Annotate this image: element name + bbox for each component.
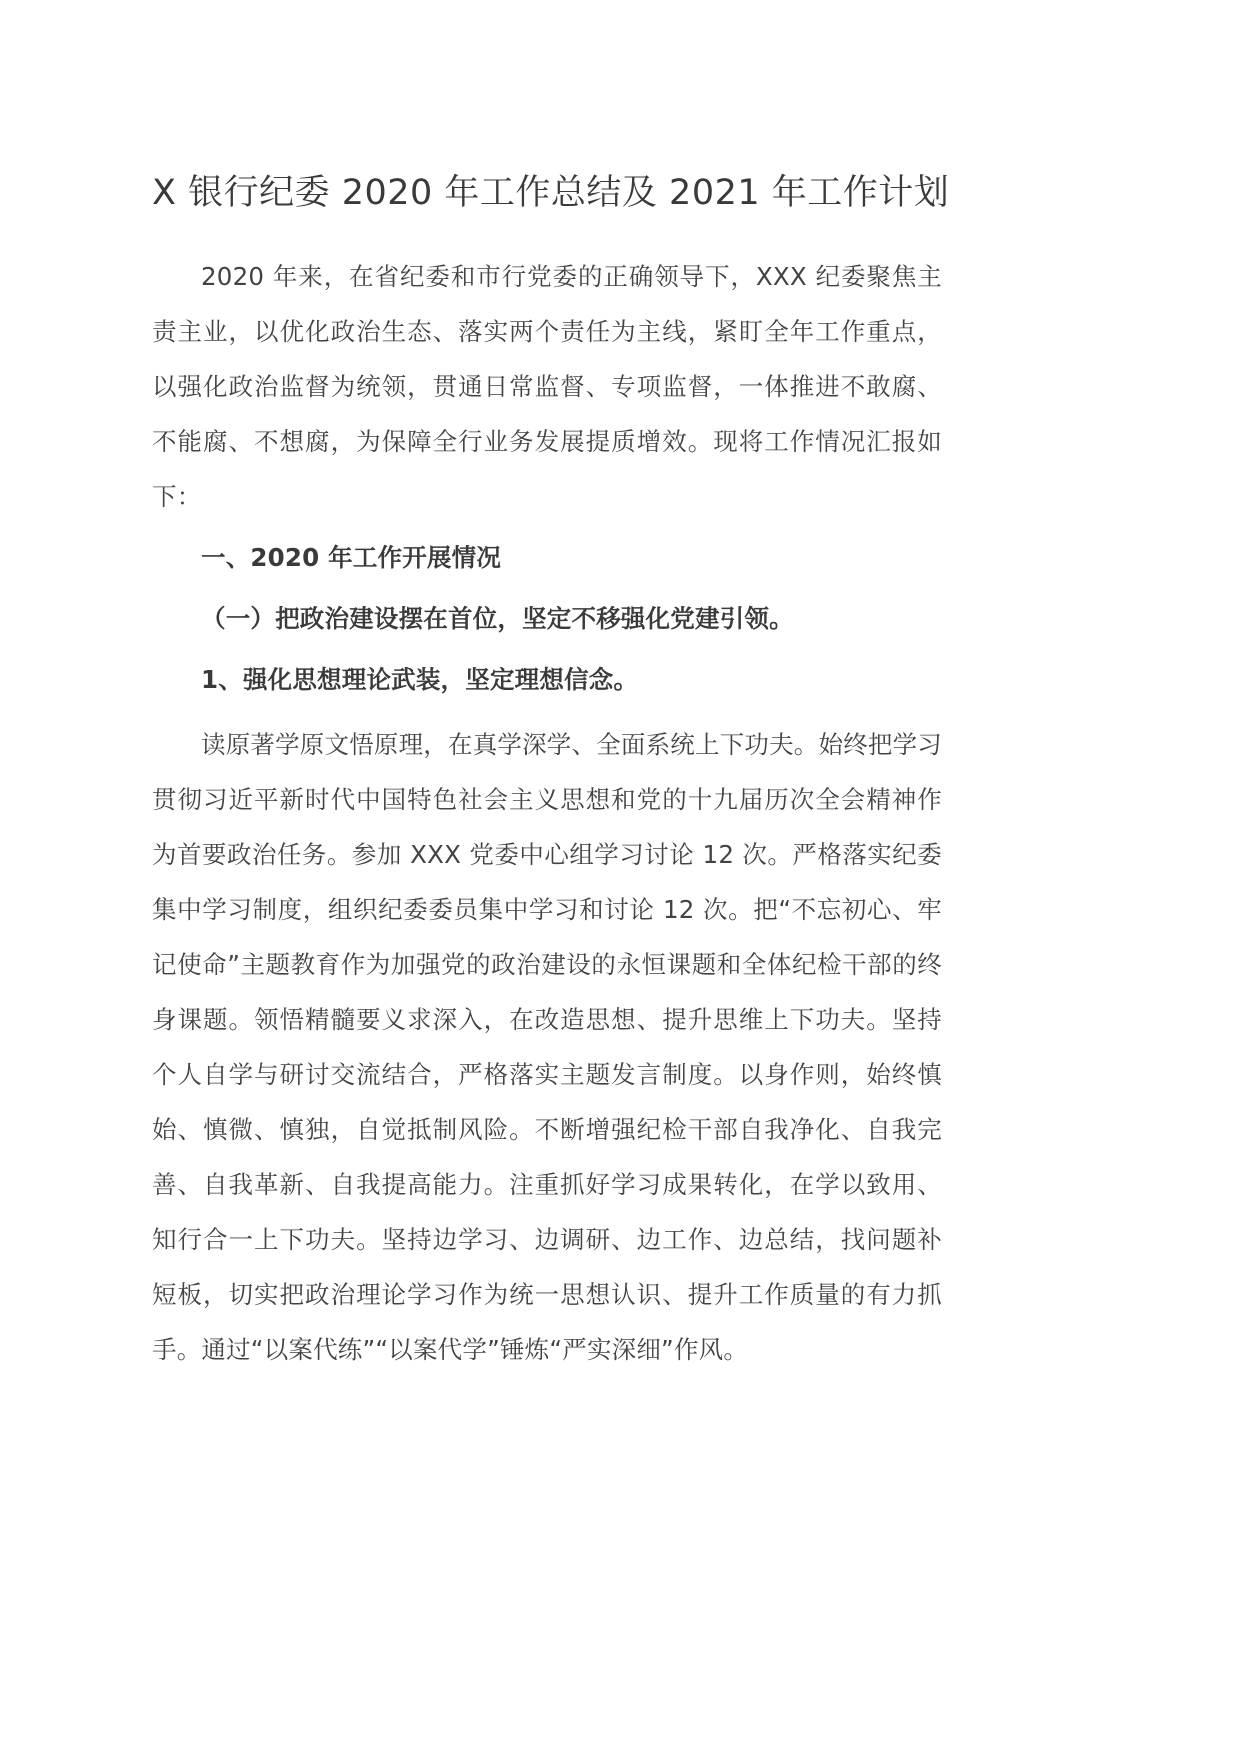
spacer: [152, 707, 942, 717]
heading-level-3: 1、强化思想理论武装，坚定理想信念。: [201, 665, 639, 695]
section-body-paragraph: 读原著学原文悟原理，在真学深学、全面系统上下功夫。始终把学习贯彻习近平新时代中国特色社会主义思想和党的十九届历次全会精神作为首要政治任务。参加 XXX 党委中心组学习讨论 12 次。严格落实纪委集中学习制度，组织纪委委员集中学习和讨论 12 次。把“不忘初心、牢记使命”主题教育作为加强党的政治建设的永恒课题和全体纪检干部的终身课题。领悟精髓要义求深入，在改造思想、提升思维上下功夫。坚持个人自学与研讨交流结合，严格落实主题发言制度。以身作则，始终慎始、慎微、慎独，自觉抵制风险。不断增强纪检干部自我净化、自我完善、自我革新、自我提高能力。注重抓好学习成果转化，在学以致用、知行合一上下功夫。坚持边学习、边调研、边工作、边总结，找问题补短板，切实把政治理论学习作为统一思想认识、提升工作质量的有力抓手。通过“以案代练”“以案代学”锤炼“严实深细”作风。: [152, 730, 942, 1365]
heading-level-2: （一）把政治建设摆在首位，坚定不移强化党建引领。: [201, 604, 794, 634]
page-title: X 银行纪委 2020 年工作总结及 2021 年工作计划: [152, 173, 950, 213]
heading-level-1: 一、2020 年工作开展情况: [201, 543, 502, 573]
spacer: [152, 235, 942, 249]
intro-paragraph: 2020 年来，在省纪委和市行党委的正确领导下，XXX 纪委聚焦主责主业，以优化政治生态、落实两个责任为主线，紧盯全年工作重点，以强化政治监督为统领，贯通日常监督、专项监督，一体推进不敢腐、不能腐、不想腐，为保障全行业务发展提质增效。现将工作情况汇报如下：: [152, 262, 942, 512]
document-body: [152, 170, 950, 1377]
